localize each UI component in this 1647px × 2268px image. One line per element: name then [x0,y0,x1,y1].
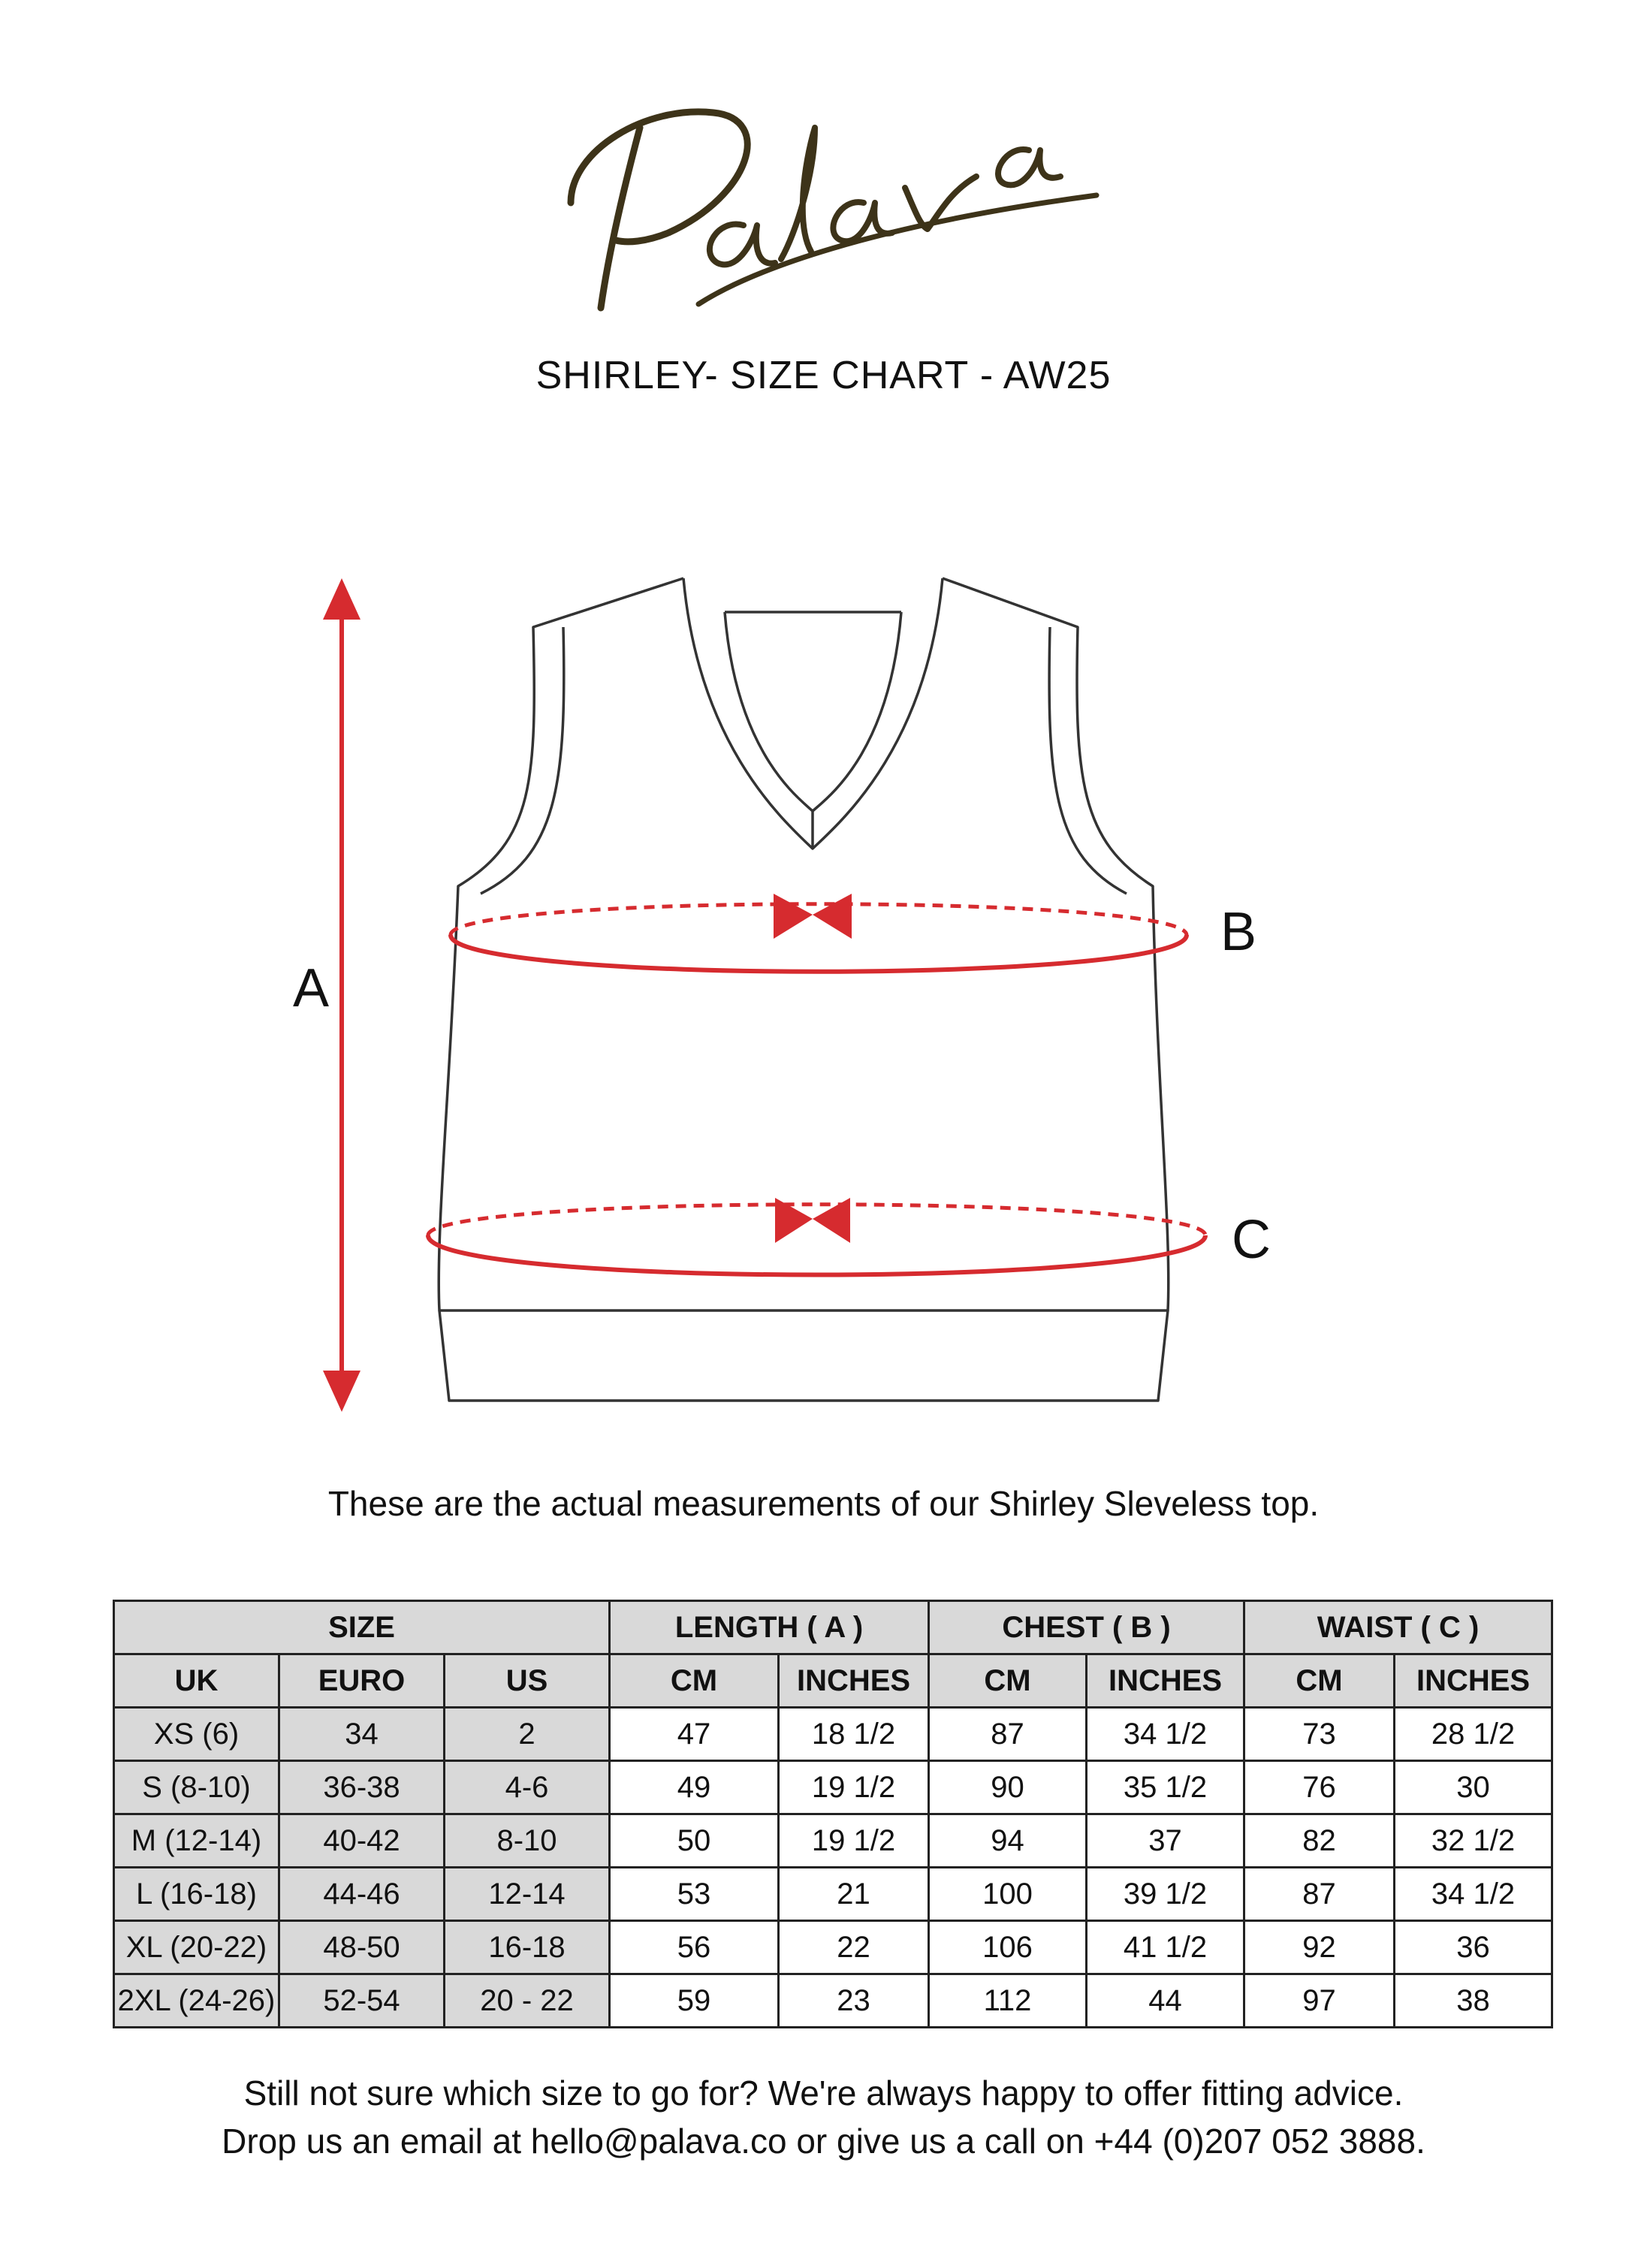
table-row [114,1921,1552,1974]
cell-chest-inches: 35 1/2 [1087,1761,1244,1814]
cell-chest-cm: 106 [929,1921,1087,1974]
cell-length-cm: 47 [610,1708,779,1761]
cell-waist-cm: 82 [1244,1814,1395,1868]
header-chest: CHEST ( B ) [929,1601,1244,1654]
palava-logo [556,83,1104,323]
cell-uk: L (16-18) [114,1868,279,1921]
cell-waist-cm: 97 [1244,1974,1395,2028]
cell-chest-inches: 39 1/2 [1087,1868,1244,1921]
cell-chest-inches: 34 1/2 [1087,1708,1244,1761]
cell-chest-inches: 41 1/2 [1087,1921,1244,1974]
footer-help-text [0,2069,1647,2165]
cell-uk: 2XL (24-26) [114,1974,279,2028]
cell-euro: 48-50 [279,1921,445,1974]
table-row [114,1761,1552,1814]
cell-waist-inches: 34 1/2 [1395,1868,1552,1921]
table-row [114,1814,1552,1868]
table-row [114,1868,1552,1921]
cell-waist-inches: 38 [1395,1974,1552,2028]
cell-length-inches: 22 [779,1921,929,1974]
cell-uk: M (12-14) [114,1814,279,1868]
cell-chest-inches: 37 [1087,1814,1244,1868]
cell-length-cm: 56 [610,1921,779,1974]
cell-waist-cm: 92 [1244,1921,1395,1974]
sub-header-length-inches: INCHES [779,1654,929,1708]
cell-chest-cm: 87 [929,1708,1087,1761]
cell-uk: S (8-10) [114,1761,279,1814]
cell-us: 20 - 22 [445,1974,610,2028]
sub-header-length-cm: CM [610,1654,779,1708]
cell-waist-inches: 30 [1395,1761,1552,1814]
cell-length-inches: 23 [779,1974,929,2028]
cell-us: 12-14 [445,1868,610,1921]
sub-header-us: US [445,1654,610,1708]
caption: These are the actual measurements of our Shirley Sleveless top. [327,1484,1320,1523]
footer-line-1: Still not sure which size to go for? We're always happy to offer fitting advice. [243,2073,1404,2113]
sub-header-waist-cm: CM [1244,1654,1395,1708]
cell-us: 16-18 [445,1921,610,1974]
sub-header-uk: UK [114,1654,279,1708]
sub-header-chest-inches: INCHES [1087,1654,1244,1708]
header-size: SIZE [114,1601,610,1654]
cell-chest-cm: 112 [929,1974,1087,2028]
cell-waist-inches: 28 1/2 [1395,1708,1552,1761]
footer-line-2: Drop us an email at hello@palava.co or give us a call on +44 (0)207 052 3888. [222,2122,1425,2161]
cell-euro: 44-46 [279,1868,445,1921]
cell-euro: 40-42 [279,1814,445,1868]
vest-measurement-diagram [255,556,1307,1442]
cell-uk: XL (20-22) [114,1921,279,1974]
cell-length-inches: 19 1/2 [779,1814,929,1868]
sub-header-euro: EURO [279,1654,445,1708]
cell-length-inches: 19 1/2 [779,1761,929,1814]
cell-waist-cm: 76 [1244,1761,1395,1814]
table-row [114,1708,1552,1761]
sub-header-waist-inches: INCHES [1395,1654,1552,1708]
cell-chest-cm: 100 [929,1868,1087,1921]
chest-measurement [451,894,1187,972]
cell-us: 4-6 [445,1761,610,1814]
cell-chest-cm: 94 [929,1814,1087,1868]
cell-us: 8-10 [445,1814,610,1868]
sub-header-row [114,1654,1552,1708]
cell-length-cm: 50 [610,1814,779,1868]
cell-waist-cm: 73 [1244,1708,1395,1761]
cell-chest-cm: 90 [929,1761,1087,1814]
label-waist: C [1232,1210,1271,1270]
cell-length-cm: 53 [610,1868,779,1921]
vest-outline [439,578,1169,1401]
cell-length-cm: 49 [610,1761,779,1814]
cell-chest-inches: 44 [1087,1974,1244,2028]
cell-length-inches: 18 1/2 [779,1708,929,1761]
size-chart-table [113,1600,1553,2028]
cell-euro: 36-38 [279,1761,445,1814]
waist-measurement [428,1198,1205,1275]
header-length: LENGTH ( A ) [610,1601,929,1654]
cell-waist-cm: 87 [1244,1868,1395,1921]
page-title: SHIRLEY- SIZE CHART - AW25 [535,354,1112,397]
cell-waist-inches: 36 [1395,1921,1552,1974]
cell-us: 2 [445,1708,610,1761]
cell-uk: XS (6) [114,1708,279,1761]
group-header-row [114,1601,1552,1654]
sub-header-chest-cm: CM [929,1654,1087,1708]
label-length: A [293,958,330,1018]
cell-euro: 52-54 [279,1974,445,2028]
cell-waist-inches: 32 1/2 [1395,1814,1552,1868]
cell-length-inches: 21 [779,1868,929,1921]
cell-euro: 34 [279,1708,445,1761]
label-chest: B [1220,902,1257,962]
header-waist: WAIST ( C ) [1244,1601,1552,1654]
cell-length-cm: 59 [610,1974,779,2028]
table-row [114,1974,1552,2028]
